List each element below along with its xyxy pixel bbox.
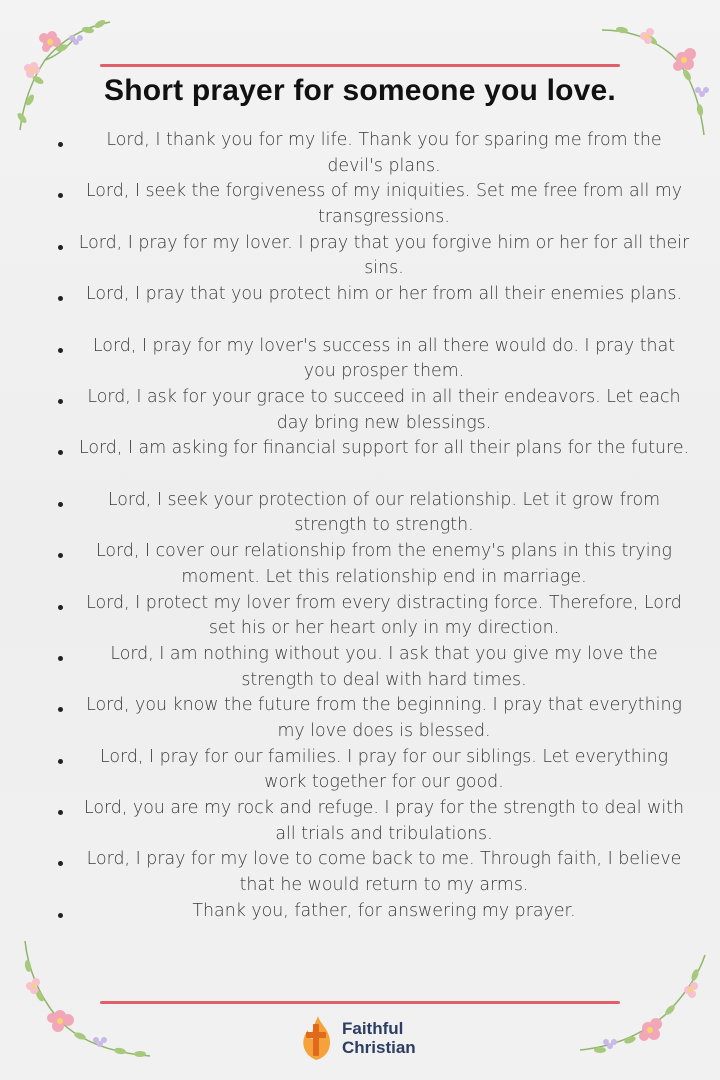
list-item (50, 282, 690, 333)
bullet-icon (58, 605, 63, 610)
bullet-icon (58, 296, 63, 301)
prayer-list (50, 128, 690, 950)
prayer-text: Lord, I pray that you protect him or her from all their enemies plans. (85, 284, 683, 305)
prayer-text: Lord, I thank you for my life. Thank you for sparing me from the devil's plans. (106, 130, 662, 176)
list-item (50, 436, 690, 487)
bullet-icon (58, 759, 63, 764)
list-item (50, 128, 690, 179)
bullet-icon (58, 810, 63, 815)
list-item (50, 179, 690, 230)
bullet-icon (58, 450, 63, 455)
list-item (50, 334, 690, 385)
bullet-icon (58, 861, 63, 866)
prayer-text: Lord, I pray for my love to come back to me. Through faith, I believe that he would return to my arms. (86, 849, 682, 896)
list-item (50, 642, 690, 693)
list-item (50, 899, 690, 950)
prayer-text: Lord, you are my rock and refuge. I pray for the strength to deal with all trials and tribulations. (83, 798, 685, 844)
bullet-icon (58, 707, 63, 712)
prayer-text: Lord, I pray for my lover's success in all there would do. I pray that you prosper them. (92, 335, 676, 382)
top-divider (100, 64, 620, 67)
prayer-text: Lord, I seek your protection of our relationship. Let it grow from strength to strength. (107, 489, 661, 536)
floral-corner-icon (0, 0, 150, 140)
cross-flame-logo (296, 1014, 336, 1062)
bullet-icon (58, 553, 63, 558)
prayer-text: Lord, I pray for our families. I pray for our siblings. Let everything work together for our good. (99, 746, 669, 793)
brand-logo (296, 1014, 416, 1062)
bullet-icon (58, 245, 63, 250)
bullet-icon (58, 913, 63, 918)
prayer-text: Lord, I seek the forgiveness of my iniquities. Set me free from all my transgressions. (85, 181, 683, 228)
list-item (50, 488, 690, 539)
bullet-icon (58, 142, 63, 147)
bullet-icon (58, 399, 63, 404)
bullet-icon (58, 502, 63, 507)
list-item (50, 591, 690, 642)
list-item (50, 796, 690, 847)
brand-name (342, 1019, 416, 1057)
floral-corner-icon (0, 936, 160, 1080)
bullet-icon (58, 656, 63, 661)
prayer-text: Lord, I protect my lover from every distracting force. Therefore, Lord set his or her heart only in my direction. (86, 592, 682, 639)
list-item (50, 745, 690, 796)
floral-corner-icon (570, 950, 720, 1080)
prayer-text: Lord, I pray for my lover. I pray that you forgive him or her for all their sins. (78, 232, 690, 279)
bottom-divider (100, 1001, 620, 1004)
list-item (50, 385, 690, 436)
page-title: Short prayer for someone you love. (104, 74, 616, 107)
prayer-text: Lord, you know the future from the beginning. I pray that everything my love does is blessed. (86, 695, 682, 741)
bullet-icon (58, 193, 63, 198)
list-item (50, 693, 690, 744)
list-item (50, 847, 690, 898)
prayer-text: Thank you, father, for answering my prayer. (192, 900, 576, 921)
prayer-text: Lord, I am nothing without you. I ask that you give my love the strength to deal with hard times. (110, 643, 658, 690)
brand-line-1: Faithful (342, 1019, 404, 1038)
prayer-text: Lord, I cover our relationship from the enemy's plans in this trying moment. Let this relationship end in marriage. (96, 541, 672, 587)
list-item (50, 231, 690, 282)
bullet-icon (58, 348, 63, 353)
prayer-text: Lord, I ask for your grace to succeed in all their endeavors. Let each day bring new blessings. (87, 386, 681, 433)
prayer-text: Lord, I am asking for financial support for all their plans for the future. (78, 438, 690, 459)
brand-line-2: Christian (342, 1038, 416, 1057)
list-item (50, 539, 690, 590)
